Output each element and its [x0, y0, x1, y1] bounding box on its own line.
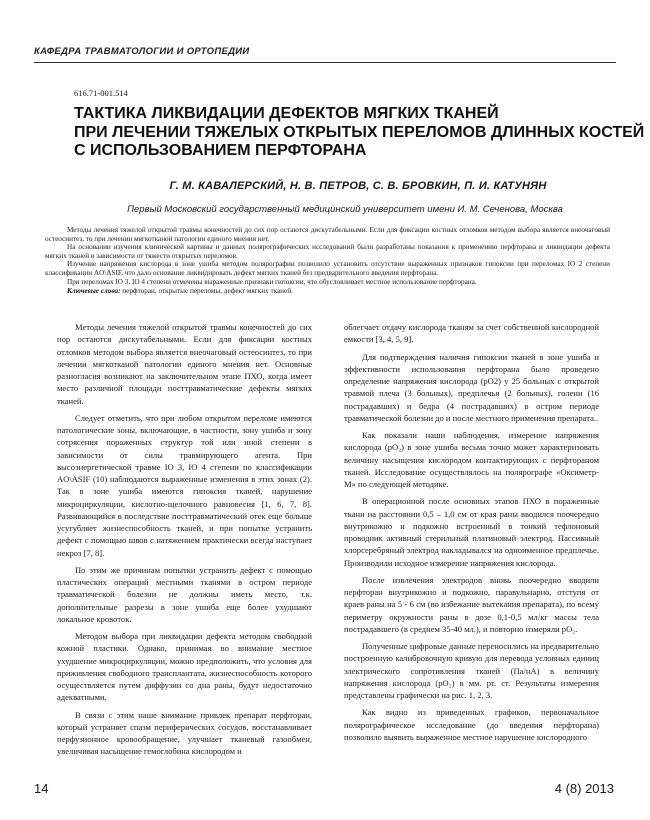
page-number: 14 [34, 781, 49, 796]
body-paragraph: Методом выбора при ликвидации дефекта методом свободной кожной пластики. Однако, принимая во внимание местное ухудшение микроциркуляции, можно предположить, что условия для приживления свободного трансплантата, жизнеспособность которого осуществляется путем диффузии со дна раны, будут недостаточно адекватными. [57, 631, 312, 703]
body-paragraph: В связи с этим наше внимание привлек препарат перфторан, который устраняет спазм периферических сосудов, восстанавливает перфузионное кровообращение, улучшает тканевый газообмен, увеличивая насыщение гемоглобина кислородом и [57, 709, 312, 757]
body-paragraph: Методы лечения тяжелой открытой травмы конечностей до сих пор остаются дискутабельными. Если для фиксации костных отломков методом выбора является внеочаговый остеосинтез, то при лечении мягкотканой патологии единого мнения нет. Основные разногласия возникают на заключительном этапе ПХО, когда имеет место различной площади посттравматические дефекты мягких тканей. [57, 322, 312, 406]
abstract [45, 226, 610, 296]
abstract-paragraph: На основании изучения клинической картины и данных полярографических исследований были разработаны показания к применению перфторана и ликвидации дефекта мягких тканей в зависимости от тяжести открытых переломов. [45, 243, 610, 260]
title-line: ТАКТИКА ЛИКВИДАЦИИ ДЕФЕКТОВ МЯГКИХ ТКАНЕЙ [74, 105, 499, 122]
title-line: ПРИ ЛЕЧЕНИИ ТЯЖЕЛЫХ ОТКРЫТЫХ ПЕРЕЛОМОВ ДЛИННЫХ КОСТЕЙ [74, 123, 645, 141]
body-paragraph: По этим же причинам попытки устранить дефект с помощью пластических операций местными тканями в остром периоде травматической болезни не должны иметь место, т.к. дополнительные разрезы в зоне ушиба еще более ухудшают локальное кровоток. [57, 564, 312, 624]
abstract-paragraph: Изучение напряжения кислорода в зоне ушиба методом полярографии позволило установить отсутствие выраженных признаков гипоксии при переломах IO 2 степени классификации AO\ASIF, что дало основание ликвидировать дефект мягких тканей без предварительного введения перфторана. [45, 260, 610, 277]
affiliation: Первый Московский государственный медицинский университет имени И. М. Сеченова, Москва [127, 204, 563, 215]
body-paragraph: Как показали наши наблюдения, измерение напряжения кислорода (pO₂) в зоне ушиба весьма точно может характеризовать величину насыщения кислородом контактирующих с перфтораном тканей. Исследование осуществлялось на полярографе «Оксиметр-М» по следующей методике. [344, 430, 599, 489]
article-title [74, 105, 645, 161]
body-paragraph: облегчает отдачу кислорода тканям за счет собственной кислородной емкости [3, 4, 5, 9]. [344, 322, 599, 345]
udc-code: 616.71-001.514 [74, 88, 128, 98]
body-paragraph: Как видно из приведенных графиков, первоначальное полярографическое исследование (до введения перфторана) позволило выявить выраженное местное нарушение кислородного [344, 707, 599, 742]
body-column-right [344, 321, 599, 743]
title-line: С ИСПОЛЬЗОВАНИЕМ ПЕРФТОРАНА [74, 142, 367, 159]
running-header: КАФЕДРА ТРАВМАТОЛОГИИ И ОРТОПЕДИИ [34, 46, 250, 57]
abstract-paragraph: При переломах IO 3, IO 4 степени отмечены выраженные признаки гипоксии, что обусловливает местное использование перфторана. [67, 277, 477, 286]
body-paragraph: Следует отметить, что при любом открытом переломе имеются патологические зоны, включающие, в частности, зону ушиба и зону сотрясения пораженных структур той или иной степени в зависимости от силы травмирующего агента. При высоэнергетической травме IO 3, IO 4 степени по классификации AO\ASIF (10) наблюдаются выраженные изменения в этих зонах (2). Так в зоне ушиба имеются гипоксия тканей, нарушение микроциркуляции, кислотно-щелочного равновесия [1, 6, 7, 8]. Развивающийся в последствие посттравматический отек еще больше усугубляет жизнеспособность тканей, и при попытке устранить дефект с помощью швов с натяжением практически всегда наступает некроз [7, 8]. [57, 412, 312, 558]
header-divider [34, 62, 616, 63]
keywords-label: Ключевые слова: [67, 287, 121, 296]
body-paragraph: Для подтверждения наличия гипоксии тканей в зоне ушиба и эффективности использования перфторана было проведено определение напряжения кислорода (pO2) у 25 больных с открытой травмой плеча (3 больных), предплечья (2 больных), голени (16 пострадавших) и бедра (4 пострадавших) в остром периоде травматической болезни до и после местного применения препарата.. [344, 351, 599, 423]
body-paragraph: После извлечения электродов вновь поочередно вводили перфторан внутрикожно и подкожно, паравульнарно, отступя от краев раны на 5 - 6 см (во избежание вытекания препарата), по всему периметру окружности раны в дозе 0,1-0,5 мл/кг массы тела пострадавшего (в среднем 35-40 мл.), и повторно измеряли pO₂. [344, 574, 599, 634]
keywords [45, 287, 610, 296]
body-column-left [57, 321, 312, 758]
keywords-text: перфторан, открытые переломы, дефект мягких тканей. [120, 287, 293, 296]
body-paragraph: Полученные цифровые данные переносились на предварительно построенную калибровочную кривую для перевода условных единиц электрического сопротивления тканей (Па/нА) в величину напряжения кислорода (pO₂) в мм. рт. ст. Результаты измерения представлены графически на рис. 1, 2, 3. [344, 641, 599, 700]
body-paragraph: В операционной после основных этапов ПХО в пораженные ткани на расстоянии 0,5 – 1,0 см от края раны вводился поочередно внутрикожно и подкожно встроенный в тонкий тефлоновый проводник активный стерильный платиновый электрод. Пассивный хлорсеребряный электрод накладывался на одноименное предплечье. Производили исходное измерение напряжения кислорода. [344, 496, 599, 568]
issue-label: 4 (8) 2013 [554, 781, 614, 796]
authors: Г. М. КАВАЛЕРСКИЙ, Н. В. ПЕТРОВ, С. В. БРОВКИН, П. И. КАТУНЯН [169, 180, 547, 192]
abstract-paragraph: Методы лечения тяжелой открытой травмы конечностей до сих пор остаются дискутабельными. Если для фиксации костных отломков методом выбора является внеочаговый остеосинтез, то при лечении мягкотканой патологии единого мнения нет. [45, 226, 610, 243]
